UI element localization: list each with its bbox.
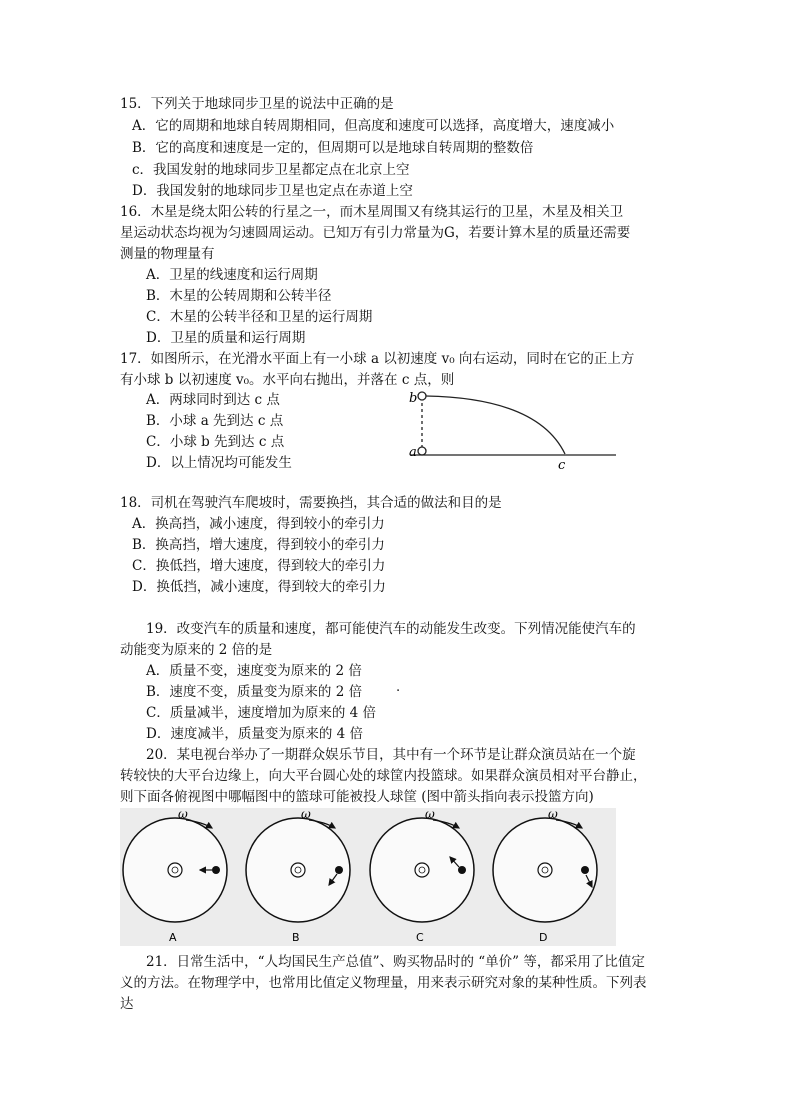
- omega-symbol: ω: [548, 808, 558, 821]
- q15-option-d: D．我国发射的地球同步卫星也定点在赤道上空: [132, 183, 413, 199]
- omega-symbol: ω: [301, 808, 311, 821]
- q17-ball-b: [418, 392, 426, 400]
- q17-option-a: A．两球同时到达 c 点: [146, 392, 280, 408]
- q16-option-a: A．卫星的线速度和运行周期: [146, 267, 318, 283]
- q17-trajectory: [426, 396, 565, 454]
- player-dot: [212, 866, 220, 874]
- q19-option-a: A．质量不变，速度变为原来的 2 倍: [146, 663, 362, 679]
- q17-option-d: D．以上情况均可能发生: [146, 455, 292, 471]
- player-dot: [458, 866, 466, 874]
- panel-label-a: A: [169, 931, 177, 944]
- q16-option-c: C．木星的公转半径和卫星的运行周期: [146, 309, 373, 325]
- q19-stray-mark: .: [396, 680, 401, 695]
- q18-option-d: D．换低挡，减小速度，得到较大的牵引力: [132, 579, 386, 595]
- q17-projectile-figure: [408, 386, 618, 472]
- player-dot: [581, 866, 589, 874]
- q20-stem-line1: 20．某电视台举办了一期群众娱乐节目，其中有一个环节是让群众演员站在一个旋: [146, 747, 636, 763]
- q18-option-a: A．换高挡，减小速度，得到较小的牵引力: [132, 516, 385, 532]
- q17-ball-a: [418, 447, 426, 455]
- q17-option-b: B．小球 a 先到达 c 点: [146, 413, 284, 429]
- q17-label-a: a: [409, 445, 417, 460]
- q21-stem-line3: 达: [120, 996, 134, 1012]
- omega-symbol: ω: [425, 808, 435, 821]
- q18-option-b: B．换高挡，增大速度，得到较小的牵引力: [132, 537, 385, 553]
- basket-icon: [291, 863, 305, 877]
- q21-stem-line1: 21．日常生活中，“人均国民生产总值”、购买物品时的 “单价” 等，都采用了比值定: [146, 954, 645, 970]
- basket-icon: [415, 863, 429, 877]
- q21-stem-line2: 义的方法。在物理学中，也常用比值定义物理量，用来表示研究对象的某种性质。下列表: [120, 975, 647, 991]
- q16-option-d: D．卫星的质量和运行周期: [146, 330, 306, 346]
- basket-icon: [538, 863, 552, 877]
- player-dot: [335, 866, 343, 874]
- panel-label-d: D: [539, 931, 548, 944]
- q20-stem-line3: 则下面各俯视图中哪幅图中的篮球可能被投人球筐 (图中箭头指向表示投篮方向): [120, 789, 594, 805]
- q16-stem-line1: 16．木星是绕太阳公转的行星之一，而木星周围又有绕其运行的卫星，木星及相关卫: [120, 204, 624, 220]
- panel-label-c: C: [416, 931, 424, 944]
- q16-stem-line3: 测量的物理量有: [120, 246, 215, 262]
- panel-label-b: B: [292, 931, 300, 944]
- q17-option-c: C．小球 b 先到达 c 点: [146, 434, 285, 450]
- q17-stem-line1: 17．如图所示，在光滑水平面上有一小球 a 以初速度 v₀ 向右运动，同时在它的正上方: [120, 351, 635, 367]
- q19-stem-line1: 19．改变汽车的质量和速度，都可能使汽车的动能发生改变。下列情况能使汽车的: [146, 621, 636, 637]
- q19-option-b: B．速度不变，质量变为原来的 2 倍: [146, 684, 363, 700]
- q18-option-c: C．换低挡，增大速度，得到较大的牵引力: [132, 558, 386, 574]
- q20-stem-line2: 转较快的大平台边缘上，向大平台圆心处的球筐内投篮球。如果群众演员相对平台静止，: [120, 768, 647, 784]
- q19-option-c: C．质量减半，速度增加为原来的 4 倍: [146, 705, 377, 721]
- q15-option-a: A．它的周期和地球自转周期相同，但高度和速度可以选择，高度增大，速度减小: [132, 118, 615, 134]
- q17-label-c: c: [558, 458, 566, 472]
- q15-stem: 15．下列关于地球同步卫星的说法中正确的是: [120, 96, 394, 112]
- q17-label-b: b: [409, 391, 418, 406]
- omega-symbol: ω: [178, 808, 188, 821]
- basket-icon: [168, 863, 182, 877]
- q19-option-d: D．速度减半，质量变为原来的 4 倍: [146, 726, 363, 742]
- q16-stem-line2: 星运动状态均视为匀速圆周运动。已知万有引力常量为G，若要计算木星的质量还需要: [120, 225, 631, 241]
- q15-option-b: B．它的高度和速度是一定的，但周期可以是地球自转周期的整数倍: [132, 140, 534, 156]
- q15-option-c: c．我国发射的地球同步卫星都定点在北京上空: [132, 162, 410, 178]
- q19-stem-line2: 动能变为原来的 2 倍的是: [120, 642, 273, 658]
- q16-option-b: B．木星的公转周期和公转半径: [146, 288, 332, 304]
- q17-stem-line2: 有小球 b 以初速度 v₀。水平向右抛出，并落在 c 点，则: [120, 372, 455, 388]
- q18-stem: 18．司机在驾驶汽车爬坡时，需要换挡，其合适的做法和目的是: [120, 495, 502, 511]
- q20-figure-strip: [120, 808, 616, 946]
